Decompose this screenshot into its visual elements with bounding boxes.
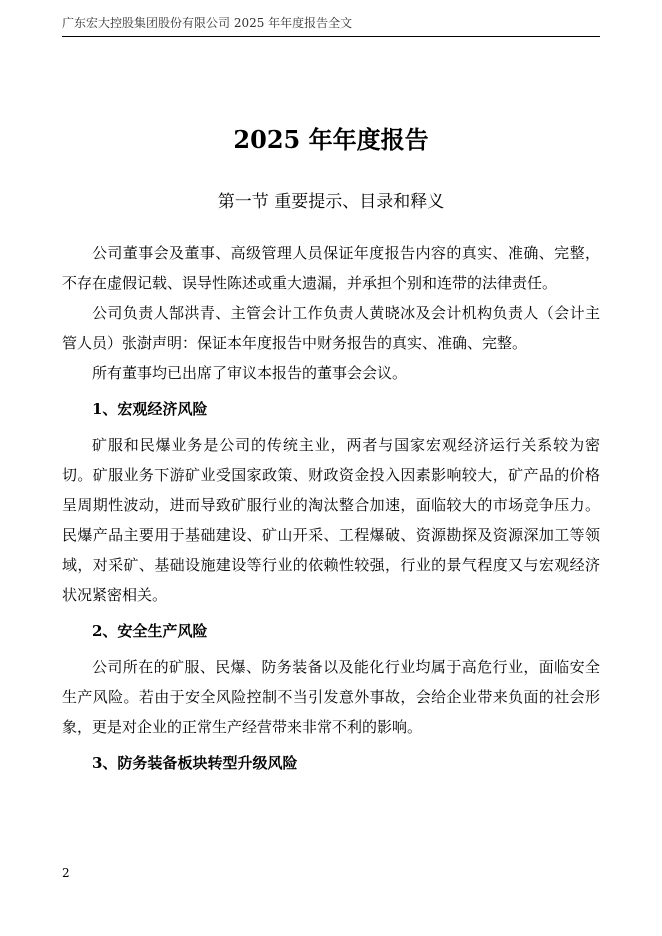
- paragraph-officers-statement: 公司负责人郜洪青、主管会计工作负责人黄晓冰及会计机构负责人（会计主管人员）张澍声明：保证本年度报告中财务报告的真实、准确、完整。: [62, 304, 600, 352]
- report-title: 2025 年年度报告: [233, 125, 429, 154]
- paragraph-board-statement: 公司董事会及董事、高级管理人员保证年度报告内容的真实、准确、完整，不存在虚假记载、误导性陈述或重大遗漏，并承担个别和连带的法律责任。: [62, 244, 600, 292]
- document-body: [62, 238, 600, 784]
- section-title: 第一节 重要提示、目录和释义: [217, 192, 445, 212]
- paragraph-attendance: 所有董事均已出席了审议本报告的董事会会议。: [92, 364, 408, 382]
- paragraph-macro-risk: 矿服和民爆业务是公司的传统主业，两者与国家宏观经济运行关系较为密切。矿服业务下游矿业受国家政策、财政资金投入因素影响较大，矿产品的价格呈周期性波动，进而导致矿服行业的淘汰整合加速，面临较大的市场竞争压力。民爆产品主要用于基础建设、矿山开采、工程爆破、资源勘探及资源深加工等领域，对采矿、基础设施建设等行业的依赖性较强，行业的景气程度又与宏观经济状况紧密相关。: [62, 436, 600, 604]
- running-header: 广东宏大控股集团股份有限公司 2025 年年度报告全文: [62, 14, 600, 37]
- paragraph-safety-risk: 公司所在的矿服、民爆、防务装备以及能化行业均属于高危行业，面临安全生产风险。若由于安全风险控制不当引发意外事故，会给企业带来负面的社会形象，更是对企业的正常生产经营带来非常不利的影响。: [62, 658, 600, 736]
- page-number: 2: [62, 866, 70, 880]
- heading-macro-risk: 1、宏观经济风险: [92, 400, 208, 418]
- heading-safety-risk: 2、安全生产风险: [92, 622, 208, 640]
- heading-defense-risk: 3、防务装备板块转型升级风险: [92, 754, 298, 772]
